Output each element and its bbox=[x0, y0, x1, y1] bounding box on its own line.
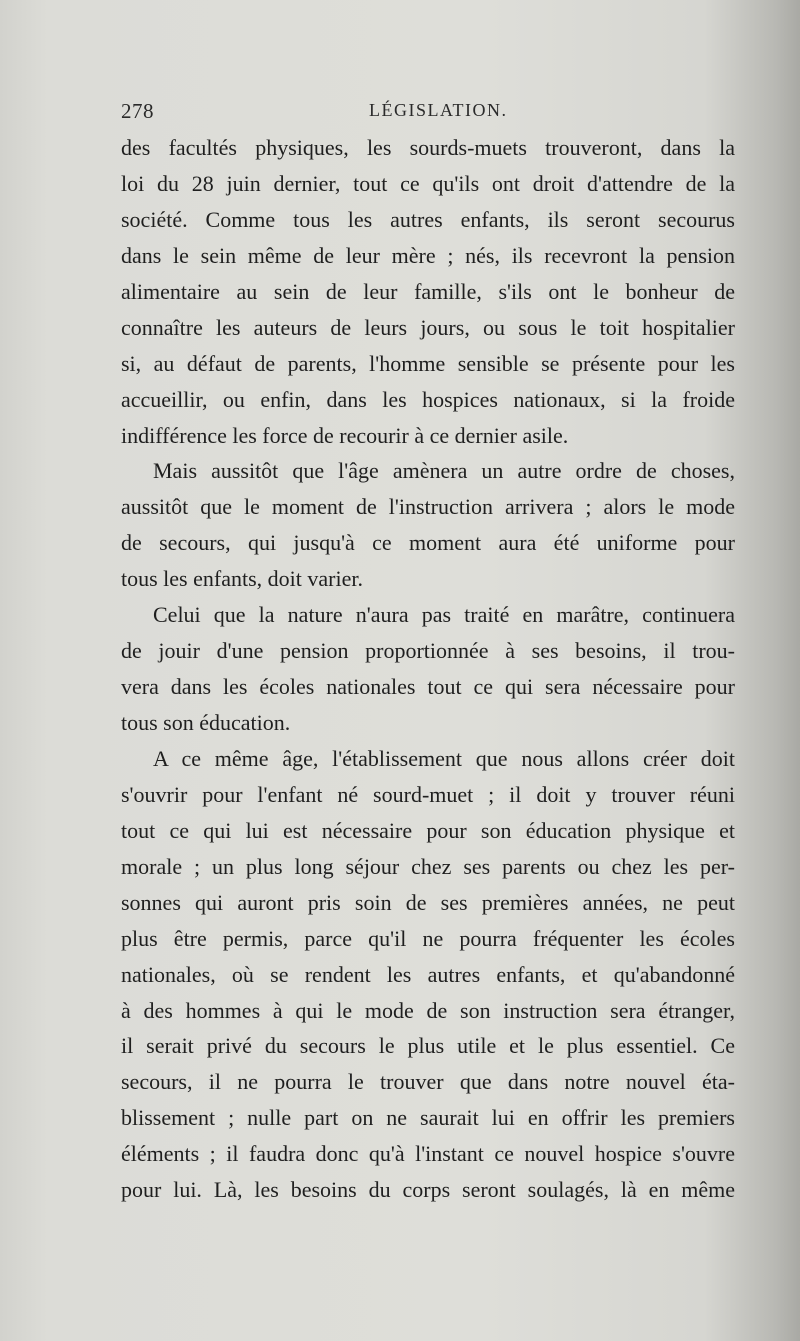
text-line: blissement ; nulle part on ne saurait lui en offrir les premiers bbox=[121, 1105, 735, 1131]
text-line: des facultés physiques, les sourds-muets trouveront, dans la bbox=[121, 135, 735, 160]
text-line: dans le sein même de leur mère ; nés, ils recevront la pension bbox=[121, 242, 735, 268]
text-line: loi du 28 juin dernier, tout ce qu'ils ont droit d'attendre de la bbox=[121, 170, 735, 196]
running-head bbox=[121, 97, 735, 127]
paragraph-end-line: tous les enfants, doit varier. bbox=[121, 566, 363, 592]
body-text bbox=[121, 130, 735, 1208]
text-line: éléments ; il faudra donc qu'à l'instant ce nouvel hospice s'ouvre bbox=[121, 1141, 735, 1167]
text-line: morale ; un plus long séjour chez ses parents ou chez les per- bbox=[121, 853, 735, 879]
text-line: sonnes qui auront pris soin de ses premières années, ne peut bbox=[121, 889, 735, 915]
text-line: tout ce qui lui est nécessaire pour son éducation physique et bbox=[121, 817, 735, 843]
text-line: secours, il ne pourra le trouver que dans notre nouvel éta- bbox=[121, 1069, 735, 1095]
text-line: société. Comme tous les autres enfants, ils seront secourus bbox=[121, 206, 735, 232]
text-line: connaître les auteurs de leurs jours, ou sous le toit hospitalier bbox=[121, 314, 735, 340]
text-line: de secours, qui jusqu'à ce moment aura été uniforme pour bbox=[121, 530, 735, 556]
text-line: si, au défaut de parents, l'homme sensible se présente pour les bbox=[121, 350, 735, 376]
paragraph-first-line: A ce même âge, l'établissement que nous allons créer doit bbox=[153, 745, 735, 771]
text-line: accueillir, ou enfin, dans les hospices nationaux, si la froide bbox=[121, 386, 735, 412]
text-line: vera dans les écoles nationales tout ce qui sera nécessaire pour bbox=[121, 674, 735, 700]
text-line: de jouir d'une pension proportionnée à ses besoins, il trou- bbox=[121, 638, 735, 664]
paragraph-first-line: Celui que la nature n'aura pas traité en marâtre, continuera bbox=[153, 602, 735, 628]
paragraph-end-line: indifférence les force de recourir à ce dernier asile. bbox=[121, 422, 569, 448]
text-line: pour lui. Là, les besoins du corps seront soulagés, là en même bbox=[121, 1177, 735, 1203]
paragraph-first-line: Mais aussitôt que l'âge amènera un autre ordre de choses, bbox=[153, 458, 735, 484]
text-line: aussitôt que le moment de l'instruction arrivera ; alors le mode bbox=[121, 494, 735, 520]
running-title: LÉGISLATION. bbox=[369, 100, 508, 120]
text-line: il serait privé du secours le plus utile et le plus essentiel. Ce bbox=[121, 1033, 735, 1059]
text-line: à des hommes à qui le mode de son instruction sera étranger, bbox=[121, 997, 735, 1023]
paragraph-end-line: tous son éducation. bbox=[121, 710, 291, 735]
text-line: plus être permis, parce qu'il ne pourra fréquenter les écoles bbox=[121, 925, 735, 951]
text-line: nationales, où se rendent les autres enfants, et qu'abandonné bbox=[121, 961, 735, 987]
text-line: alimentaire au sein de leur famille, s'ils ont le bonheur de bbox=[121, 278, 735, 304]
text-line: s'ouvrir pour l'enfant né sourd-muet ; il doit y trouver réuni bbox=[121, 781, 735, 807]
page-number: 278 bbox=[121, 99, 154, 123]
